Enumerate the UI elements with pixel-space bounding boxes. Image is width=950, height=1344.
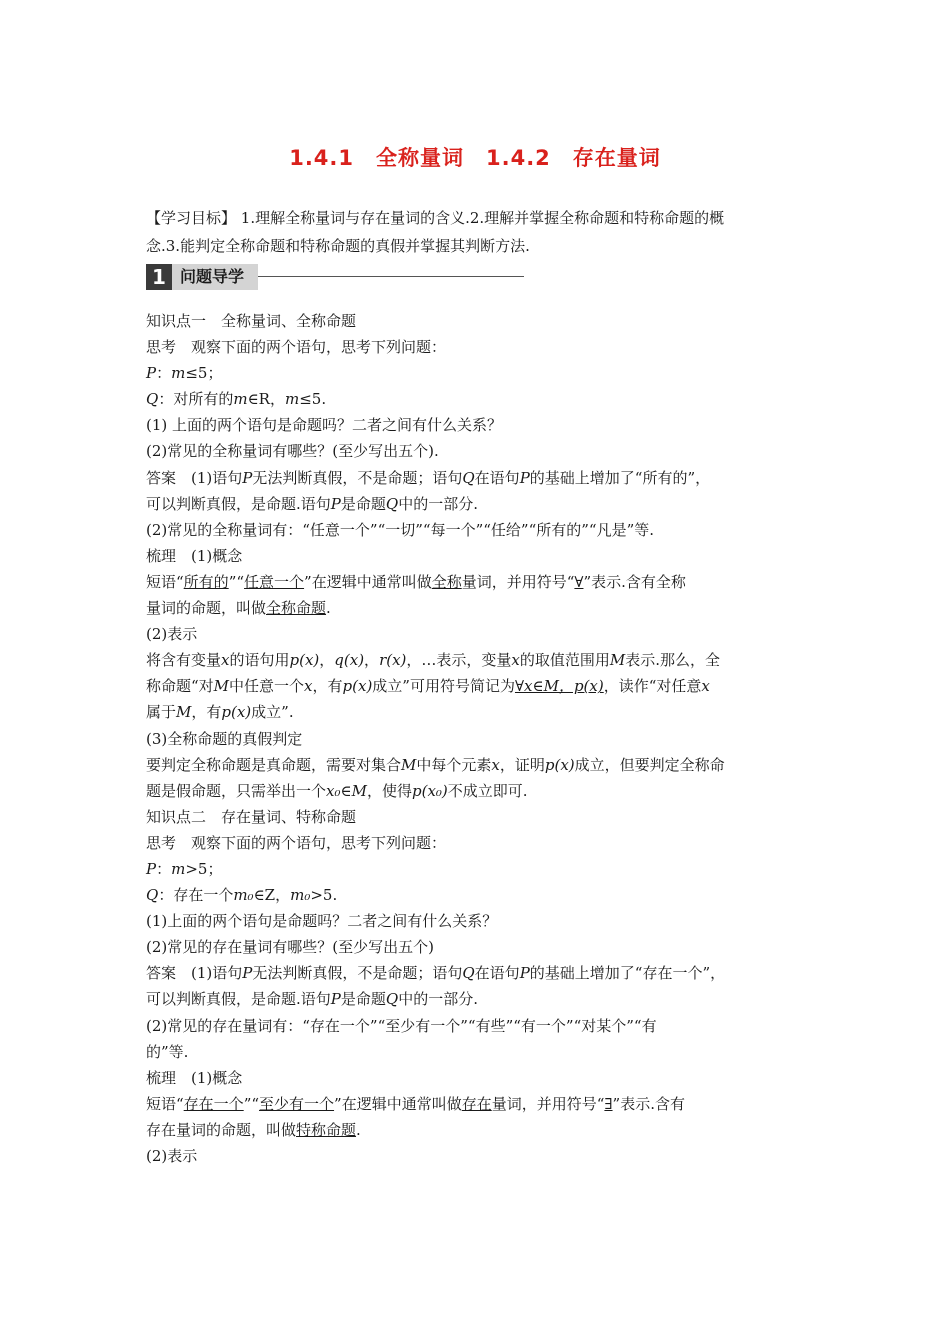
- heading-point-2: 知识点二 存在量词、特称命题: [146, 807, 357, 826]
- text-line: 要判定全称命题是真命题，需要对集合M中每个元素x，证明p(x)成立，但要判定全称命: [146, 755, 725, 774]
- page-title: 1.4.1 全称量词 1.4.2 存在量词: [289, 146, 661, 170]
- text-line: (1) 上面的两个语句是命题吗？二者之间有什么关系？: [146, 416, 503, 435]
- text-line: 答案 (1)语句P无法判断真假，不是命题；语句Q在语句P的基础上增加了“所有的”，: [146, 468, 711, 487]
- text-line: 思考 观察下面的两个语句，思考下列问题：: [146, 338, 447, 357]
- text-line: P：m≤5；: [146, 364, 223, 383]
- text-line: (3)全称命题的真假判定: [146, 729, 303, 748]
- goal-label: 【学习目标】: [146, 209, 237, 227]
- text-line: (2)表示: [146, 1147, 198, 1165]
- text-line: 思考 观察下面的两个语句，思考下列问题：: [146, 833, 447, 852]
- section-header: [146, 264, 526, 290]
- text-line: 称命题“对M中任意一个x，有p(x)成立”可用符号简记为∀x∈M，p(x)，读作“对任意x: [146, 677, 710, 696]
- section-label: 问题导学: [172, 264, 258, 290]
- text-line: (1)上面的两个语句是命题吗？二者之间有什么关系？: [146, 912, 498, 931]
- goal-line-2: 念.3.能判定全称命题和特称命题的真假并掌握其判断方法.: [146, 237, 530, 255]
- text-line: 可以判断真假，是命题.语句P是命题Q中的一部分.: [146, 494, 478, 513]
- text-line: 的”等.: [146, 1042, 189, 1061]
- text-line: 短语“存在一个”“至少有一个”在逻辑中通常叫做存在量词，并用符号“∃”表示.含有: [146, 1094, 685, 1113]
- text-line: Q：对所有的m∈R，m≤5.: [146, 390, 327, 409]
- content-body: [146, 308, 810, 1169]
- text-line: 属于M，有p(x)成立”.: [146, 703, 294, 722]
- text-line: 梳理 (1)概念: [146, 546, 243, 565]
- text-line: 量词的命题，叫做全称命题.: [146, 599, 331, 618]
- text-line: 题是假命题，只需举出一个x₀∈M，使得p(x₀)不成立即可.: [146, 781, 528, 800]
- text-line: (2)常见的存在量词有：“存在一个”“至少有一个”“有些”“有一个”“对某个”“有: [146, 1016, 657, 1035]
- goal-line-1: 【学习目标】 1.理解全称量词与存在量词的含义.2.理解并掌握全称命题和特称命题的概: [146, 209, 725, 227]
- text-line: P：m>5；: [146, 859, 223, 878]
- text-line: 可以判断真假，是命题.语句P是命题Q中的一部分.: [146, 990, 478, 1009]
- section-number: 1: [146, 264, 172, 290]
- section-divider: [258, 276, 524, 277]
- text-line: (2)常见的存在量词有哪些？(至少写出五个): [146, 938, 434, 957]
- text-line: Q：存在一个m₀∈Z，m₀>5.: [146, 886, 338, 905]
- text-line: 将含有变量x的语句用p(x)，q(x)，r(x)，…表示，变量x的取值范围用M表示.那么，全: [146, 651, 721, 670]
- text-line: (2)常见的全称量词有：“任意一个”“一切”“每一个”“任给”“所有的”“凡是”等.: [146, 520, 655, 539]
- text-line: 存在量词的命题，叫做特称命题.: [146, 1120, 361, 1139]
- text-line: 答案 (1)语句P无法判断真假，不是命题；语句Q在语句P的基础上增加了“存在一个”，: [146, 964, 726, 983]
- text-line: (2)常见的全称量词有哪些？(至少写出五个).: [146, 442, 439, 461]
- heading-point-1: 知识点一 全称量词、全称命题: [146, 312, 357, 330]
- text-line: 梳理 (1)概念: [146, 1068, 243, 1087]
- learning-goals: [146, 204, 810, 260]
- text-line: (2)表示: [146, 625, 198, 644]
- text-line: 短语“所有的”“任意一个”在逻辑中通常叫做全称量词，并用符号“∀”表示.含有全称: [146, 572, 686, 591]
